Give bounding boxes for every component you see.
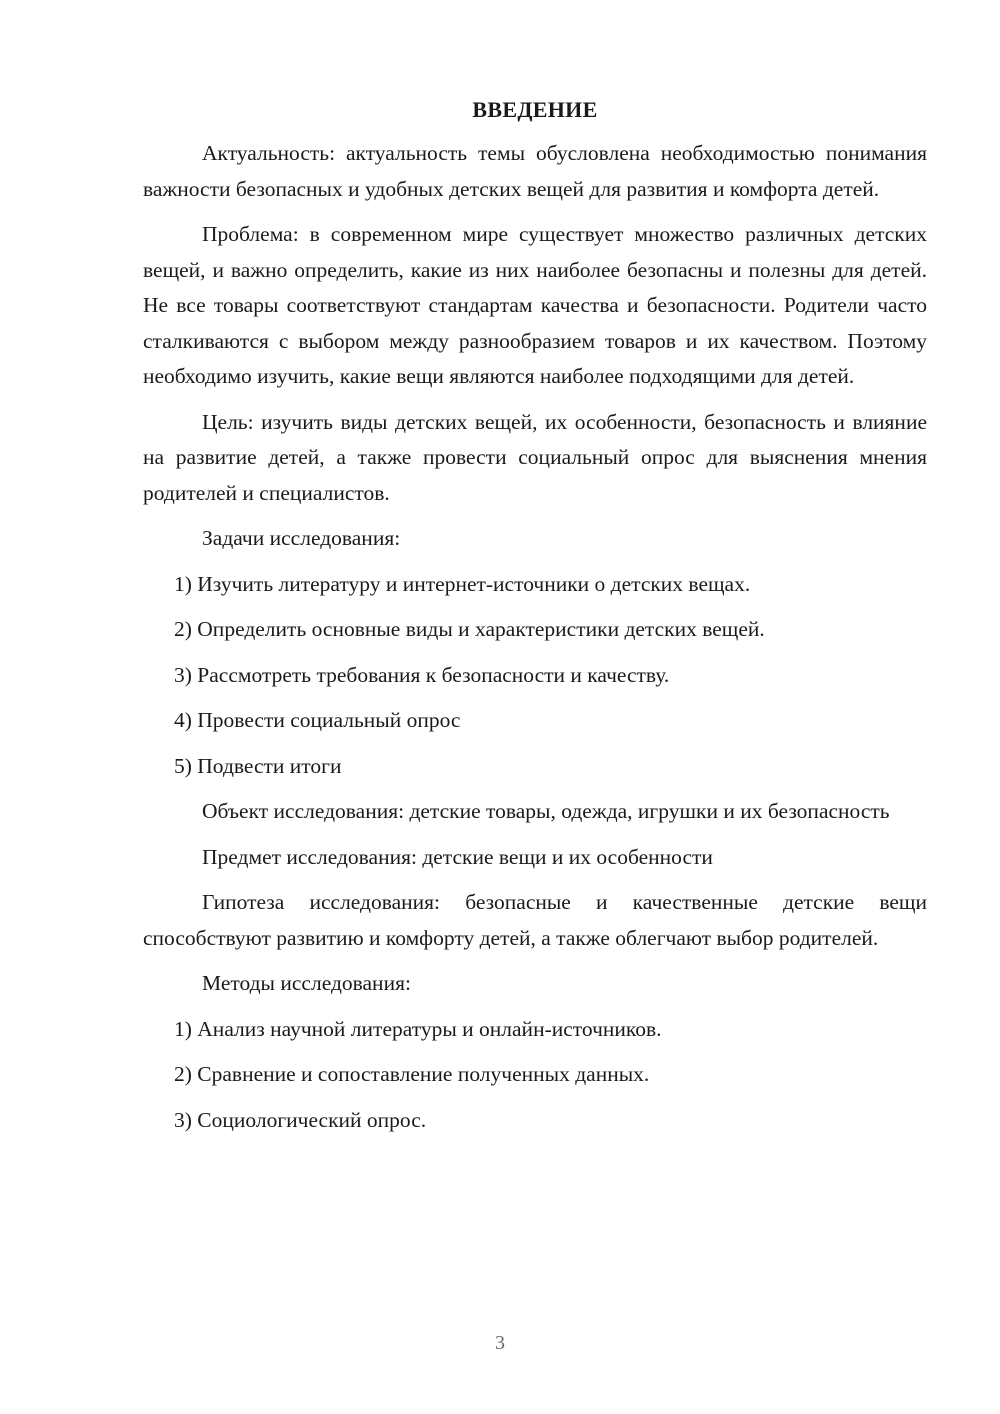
- relevance-paragraph: Актуальность: актуальность темы обусловлена необходимостью понимания важности безопасных и удобных детских вещей для развития и комфорта детей.: [143, 141, 927, 201]
- subject-paragraph: Предмет исследования: детские вещи и их особенности: [202, 844, 713, 869]
- method-item: 3) Социологический опрос.: [174, 1107, 427, 1132]
- goal-paragraph: Цель: изучить виды детских вещей, их особенности, безопасность и влияние на развитие детей, а также провести социальный опрос для выяснения мнения родителей и специалистов.: [143, 409, 927, 505]
- section-title: ВВЕДЕНИЕ: [472, 97, 598, 122]
- object-paragraph: Объект исследования: детские товары, одежда, игрушки и их безопасность: [202, 799, 890, 823]
- page-number: 3: [495, 1332, 505, 1354]
- task-item: 3) Рассмотреть требования к безопасности и качеству.: [174, 662, 670, 687]
- task-item: 5) Подвести итоги: [174, 753, 342, 778]
- document-page: [143, 94, 927, 1148]
- problem-paragraph: Проблема: в современном мире существует множество различных детских вещей, и важно определить, какие из них наиболее безопасны и полезны для детей. Не все товары соответствуют стандартам качества и безопасности. Родители часто сталкиваются с выбором между разнообразием товаров и их качеством. Поэтому необходимо изучить, какие вещи являются наиболее подходящими для детей.: [143, 222, 927, 388]
- task-item: 1) Изучить литературу и интернет-источники о детских вещах.: [174, 571, 751, 596]
- method-item: 2) Сравнение и сопоставление полученных данных.: [174, 1062, 650, 1086]
- methods-heading: Методы исследования:: [202, 971, 411, 995]
- task-item: 4) Провести социальный опрос: [174, 708, 461, 732]
- tasks-heading: Задачи исследования:: [202, 526, 401, 550]
- method-item: 1) Анализ научной литературы и онлайн-источников.: [174, 1016, 662, 1041]
- task-item: 2) Определить основные виды и характеристики детских вещей.: [174, 617, 765, 641]
- hypothesis-paragraph: Гипотеза исследования: безопасные и качественные детские вещи способствуют развитию и комфорту детей, а также облегчают выбор родителей.: [143, 890, 927, 950]
